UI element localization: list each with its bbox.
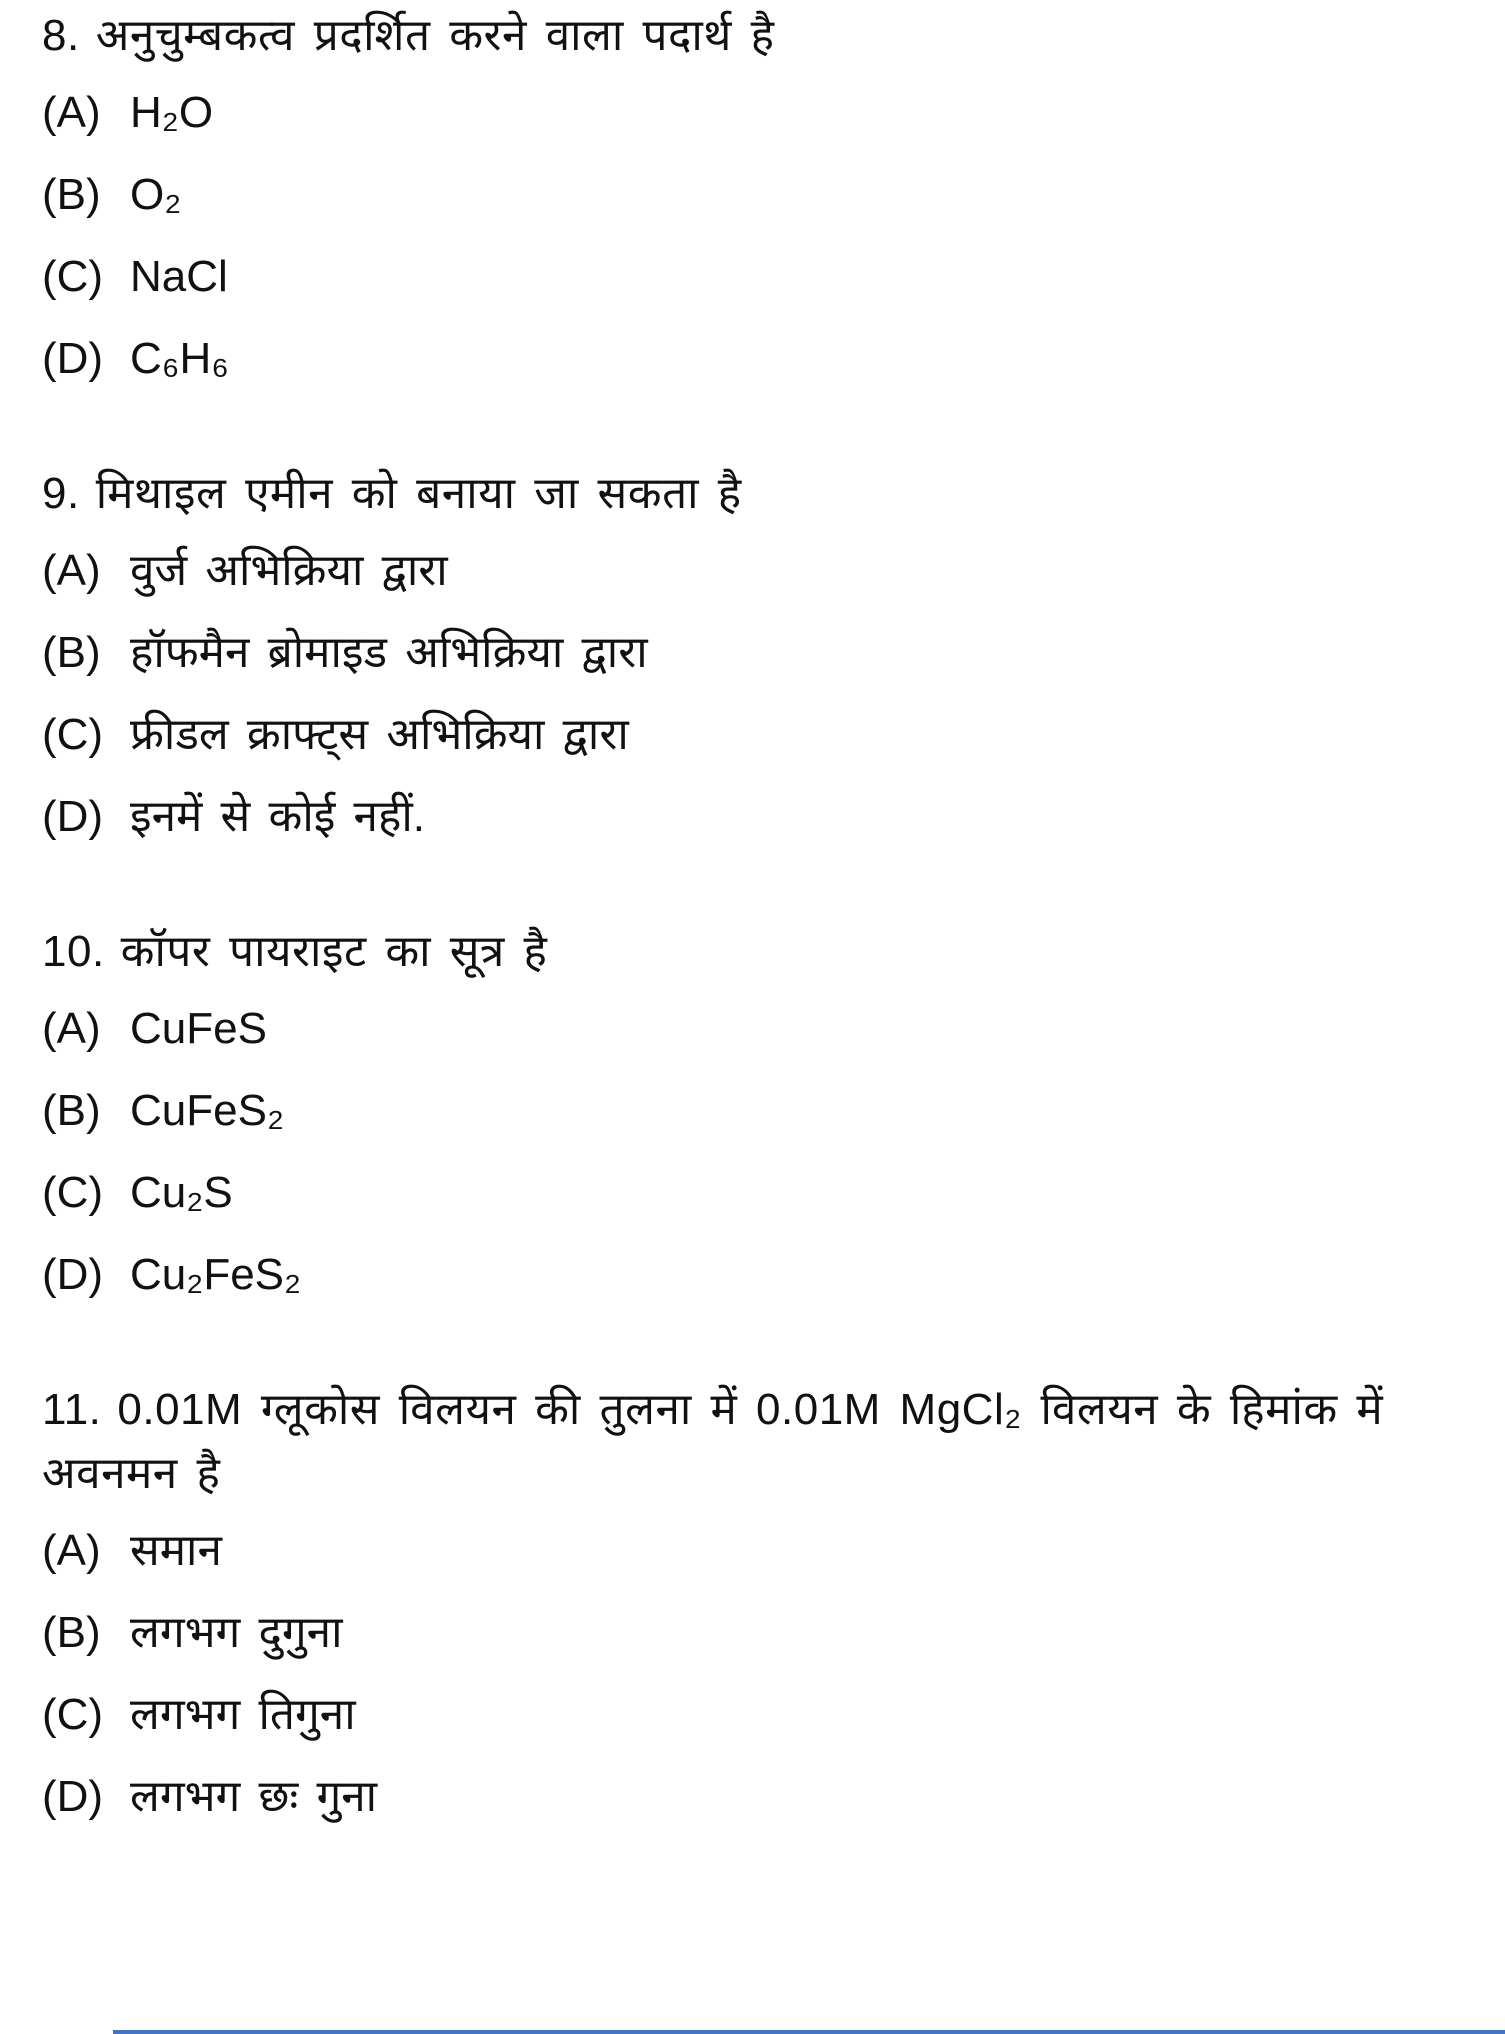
- option-label-b: (B): [42, 628, 101, 677]
- option-text-a: CuFeS: [130, 1004, 267, 1053]
- option-text-b: O₂: [130, 170, 182, 219]
- option-label-d: (D): [42, 1772, 104, 1821]
- option-label-a: (A): [42, 1004, 101, 1053]
- question-11-option-a: [42, 1526, 1460, 1576]
- question-10-line: [42, 920, 1460, 984]
- option-label-a: (A): [42, 88, 101, 137]
- question-8-text: अनुचुम्बकत्व प्रदर्शित करने वाला पदार्थ है: [95, 11, 775, 60]
- option-label-c: (C): [42, 1690, 104, 1739]
- option-text-a: H₂O: [130, 88, 214, 137]
- question-8-option-a: [42, 88, 1460, 138]
- question-8-option-b: [42, 170, 1460, 220]
- question-11-line: [42, 1378, 1460, 1506]
- question-10-option-c: [42, 1168, 1460, 1218]
- option-label-b: (B): [42, 1608, 101, 1657]
- question-9-option-d: [42, 792, 1460, 842]
- option-label-c: (C): [42, 252, 104, 301]
- option-text-c: NaCl: [130, 252, 228, 301]
- question-10-option-b: [42, 1086, 1460, 1136]
- question-9-option-b: [42, 628, 1460, 678]
- question-9-option-c: [42, 710, 1460, 760]
- option-label-d: (D): [42, 334, 104, 383]
- question-block-10: [42, 920, 1460, 1300]
- question-block-8: [42, 4, 1460, 384]
- question-9-line: [42, 462, 1460, 526]
- question-8-option-c: [42, 252, 1460, 302]
- question-8-option-d: [42, 334, 1460, 384]
- option-text-c: फ्रीडल क्राफ्ट्स अभिक्रिया द्वारा: [130, 710, 629, 759]
- option-text-c: Cu₂S: [130, 1168, 233, 1217]
- question-11-option-d: [42, 1772, 1460, 1822]
- option-text-a: वुर्ज अभिक्रिया द्वारा: [130, 546, 448, 595]
- option-text-c: लगभग तिगुना: [130, 1690, 356, 1739]
- option-text-d: इनमें से कोई नहीं.: [130, 792, 425, 841]
- option-label-a: (A): [42, 546, 101, 595]
- question-11-number: 11.: [42, 1385, 102, 1434]
- option-label-d: (D): [42, 1250, 104, 1299]
- question-block-9: [42, 462, 1460, 842]
- question-8-number: 8.: [42, 11, 80, 60]
- option-text-b: CuFeS₂: [130, 1086, 285, 1135]
- question-11-option-c: [42, 1690, 1460, 1740]
- question-10-option-a: [42, 1004, 1460, 1054]
- question-9-number: 9.: [42, 469, 80, 518]
- question-10-text: कॉपर पायराइट का सूत्र है: [120, 927, 548, 976]
- bottom-accent-bar: [113, 2030, 1505, 2034]
- question-10-option-d: [42, 1250, 1460, 1300]
- option-text-a: समान: [130, 1526, 222, 1575]
- option-label-a: (A): [42, 1526, 101, 1575]
- question-9-option-a: [42, 546, 1460, 596]
- question-block-11: [42, 1378, 1460, 1822]
- option-text-d: लगभग छः गुना: [130, 1772, 378, 1821]
- option-text-d: C₆H₆: [130, 334, 230, 383]
- question-9-text: मिथाइल एमीन को बनाया जा सकता है: [95, 469, 742, 518]
- option-text-b: हॉफमैन ब्रोमाइड अभिक्रिया द्वारा: [130, 628, 648, 677]
- option-label-c: (C): [42, 1168, 104, 1217]
- question-10-number: 10.: [42, 927, 105, 976]
- option-label-c: (C): [42, 710, 104, 759]
- option-label-b: (B): [42, 1086, 101, 1135]
- question-8-line: [42, 4, 1460, 68]
- question-11-option-b: [42, 1608, 1460, 1658]
- option-label-b: (B): [42, 170, 101, 219]
- question-11-text: 0.01M ग्लूकोस विलयन की तुलना में 0.01M MgCl₂ विलयन के हिमांक में अवनमन है: [42, 1385, 1384, 1498]
- option-label-d: (D): [42, 792, 104, 841]
- option-text-d: Cu₂FeS₂: [130, 1250, 302, 1299]
- option-text-b: लगभग दुगुना: [130, 1608, 343, 1657]
